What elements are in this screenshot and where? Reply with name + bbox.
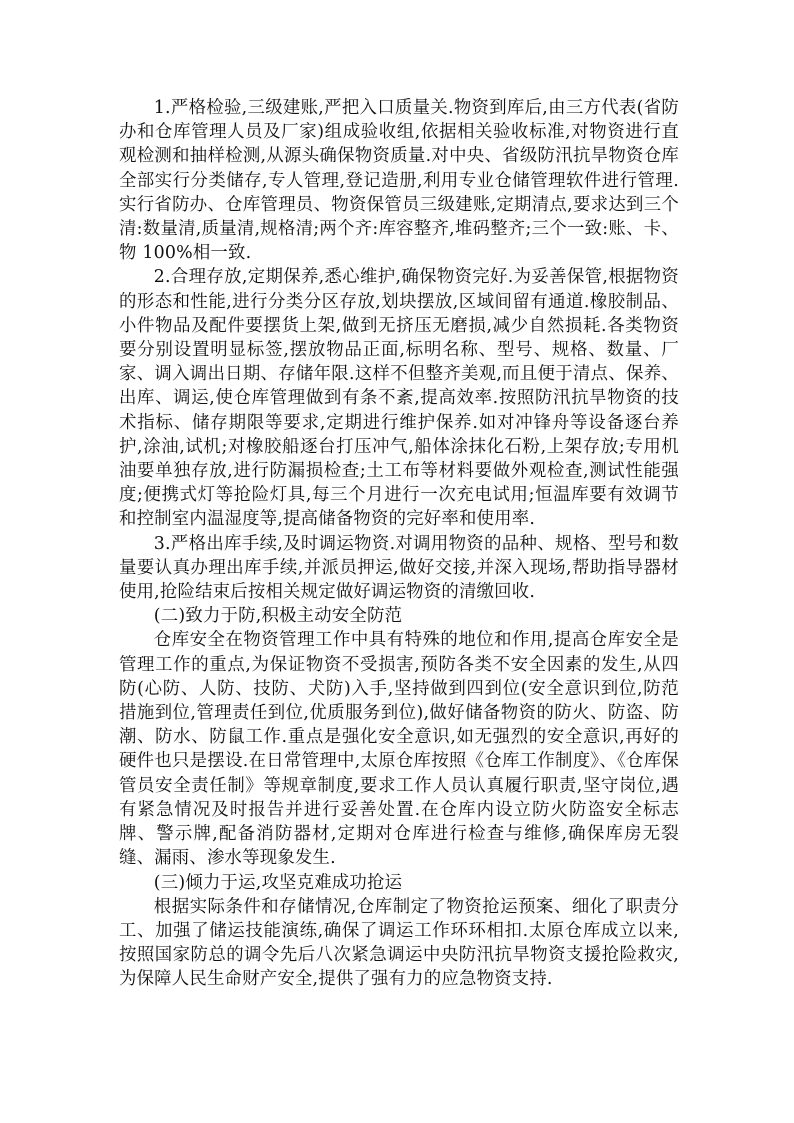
section-heading-transport: (三)倾力于运,攻坚克难成功抢运 xyxy=(153,872,403,893)
paragraph-emergency: 根据实际条件和存储情况,仓库制定了物资抢运预案、细化了职责分工、加强了储运技能演练,确保了调运工作环环相扣.太原仓库成立以来,按照国家防总的调令先后八次紧急调运中央防汛抗旱物资支援抢险救灾,为保障人民生命财产安全,提供了强有力的应急物资支持. xyxy=(119,896,679,990)
paragraph-storage: 2.合理存放,定期保养,悉心维护,确保物资完好.为妥善保管,根据物资的形态和性能,进行分类分区存放,划块摆放,区域间留有通道.橡胶制品、小件物品及配件要摆货上架,做到无挤压无磨损,减少自然损耗.各类物资要分别设置明显标签,摆放物品正面,标明名称、型号、规格、数量、厂家、调入调出日期、存储年限.这样不但整齐美观,而且便于清点、保养、出库、调运,使仓库管理做到有条不紊,提高效率.按照防汛抗旱物资的技术指标、储存期限等要求,定期进行维护保养.如对冲锋舟等设备逐台养护,涂油,试机;对橡胶船逐台打压冲气,船体涂抹化石粉,上架存放;专用机油要单独存放,进行防漏损检查;土工布等材料要做外观检查,测试性能强度;便携式灯等抢险灯具,每三个月进行一次充电试用;恒温库要有效调节和控制室内温湿度等,提高储备物资的完好率和使用率. xyxy=(119,267,679,530)
paragraph-inspection: 1.严格检验,三级建账,严把入口质量关.物资到库后,由三方代表(省防办和仓库管理人员及厂家)组成验收组,依据相关验收标准,对物资进行直观检测和抽样检测,从源头确保物资质量.对中央、省级防汛抗旱物资仓库全部实行分类储存,专人管理,登记造册,利用专业仓储管理软件进行管理.实行省防办、仓库管理员、物资保管员三级建账,定期清点,要求达到三个清:数量清,质量清,规格清;两个齐:库容整齐,堆码整齐;三个一致:账、卡、物 100%相一致. xyxy=(119,98,679,264)
paragraph-safety: 仓库安全在物资管理工作中具有特殊的地位和作用,提高仓库安全是管理工作的重点,为保证物资不受损害,预防各类不安全因素的发生,从四防(心防、人防、技防、犬防)入手,坚持做到四到位(安全意识到位,防范措施到位,管理责任到位,优质服务到位),做好储备物资的防火、防盗、防潮、防水、防鼠工作.重点是强化安全意识,如无强烈的安全意识,再好的硬件也只是摆设.在日常管理中,太原仓库按照《仓库工作制度》、《仓库保管员安全责任制》等规章制度,要求工作人员认真履行职责,坚守岗位,遇有紧急情况及时报告并进行妥善处置.在仓库内设立防火防盗安全标志牌、警示牌,配备消防器材,定期对仓库进行检查与维修,确保库房无裂缝、漏雨、渗水等现象发生. xyxy=(119,630,679,869)
paragraph-dispatch: 3.严格出库手续,及时调运物资.对调用物资的品种、规格、型号和数量要认真办理出库手续,并派员押运,做好交接,并深入现场,帮助指导器材使用,抢险结束后按相关规定做好调运物资的清缴回收. xyxy=(119,533,679,603)
section-heading-prevention: (二)致力于防,积极主动安全防范 xyxy=(153,606,403,627)
document-page xyxy=(119,96,679,992)
